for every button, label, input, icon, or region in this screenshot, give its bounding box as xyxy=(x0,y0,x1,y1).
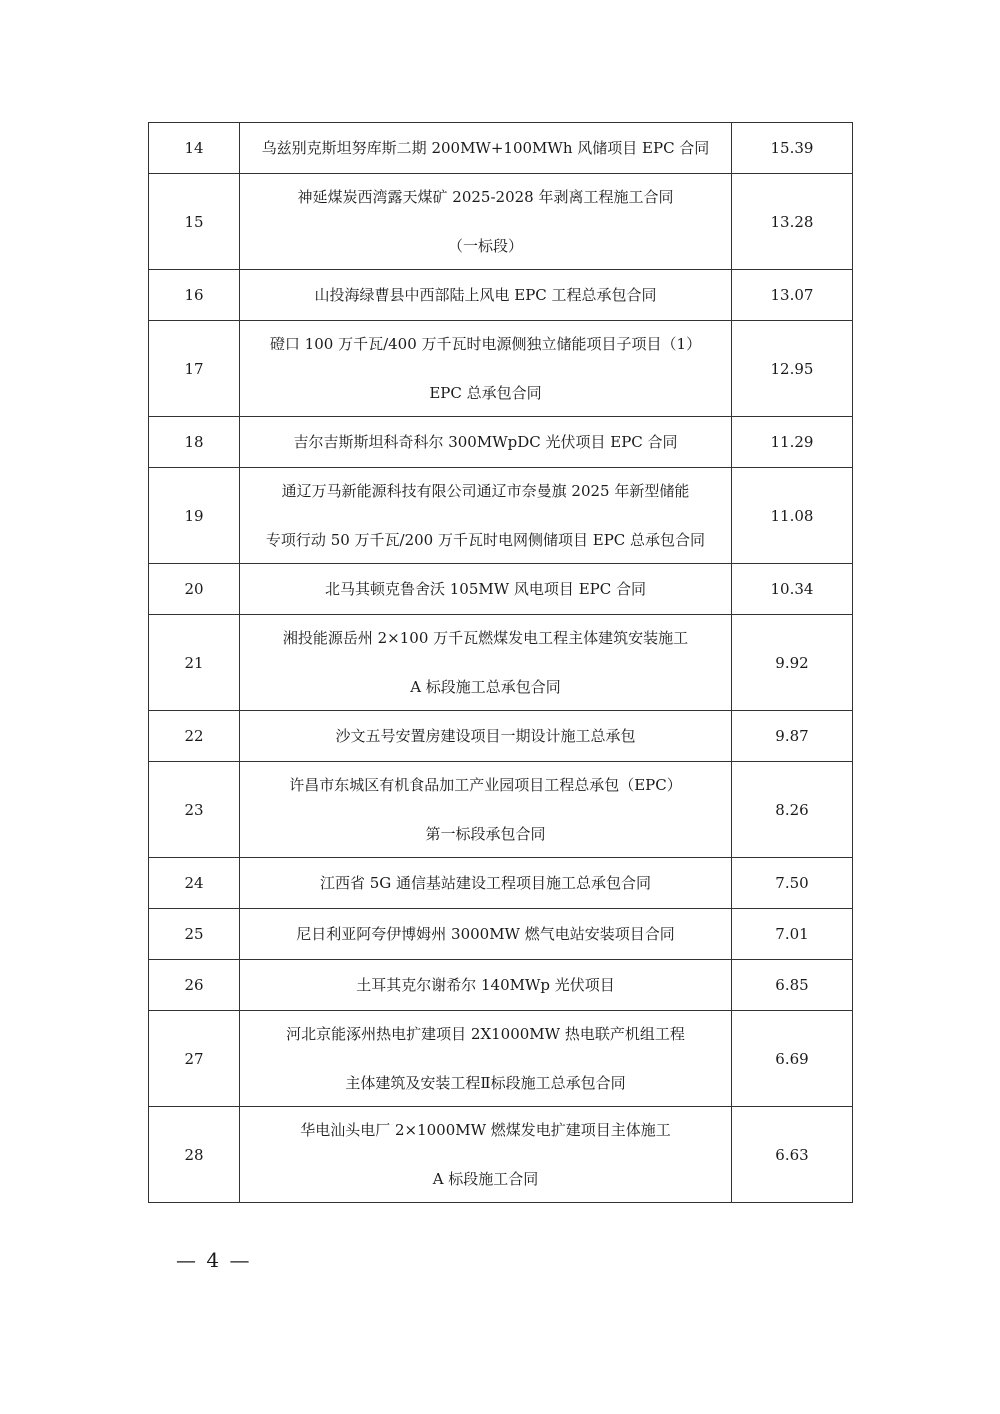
contract-name-cell xyxy=(240,174,732,270)
row-number-cell: 14 xyxy=(149,123,240,174)
table-row xyxy=(149,174,853,270)
contract-name-cell xyxy=(240,909,732,960)
contract-value-cell: 7.01 xyxy=(732,909,853,960)
contract-value-cell: 15.39 xyxy=(732,123,853,174)
contract-name-cell xyxy=(240,615,732,711)
contract-name-cell xyxy=(240,123,732,174)
row-number-cell: 18 xyxy=(149,417,240,468)
contract-name-cell xyxy=(240,858,732,909)
contract-name-line: EPC 总承包合同 xyxy=(429,384,542,402)
contract-value-cell: 13.28 xyxy=(732,174,853,270)
row-number-cell: 19 xyxy=(149,468,240,564)
row-number-cell: 20 xyxy=(149,564,240,615)
contract-value-cell: 9.87 xyxy=(732,711,853,762)
row-number-cell: 16 xyxy=(149,270,240,321)
contract-name-line: 神延煤炭西湾露天煤矿 2025-2028 年剥离工程施工合同 xyxy=(297,188,674,206)
row-number-cell: 23 xyxy=(149,762,240,858)
contract-value-cell: 11.08 xyxy=(732,468,853,564)
row-number-cell: 27 xyxy=(149,1011,240,1107)
contract-name-line: 尼日利亚阿夸伊博姆州 3000MW 燃气电站安装项目合同 xyxy=(296,925,675,943)
contract-name-cell xyxy=(240,1107,732,1203)
contract-name-line: 吉尔吉斯斯坦科奇科尔 300MWpDC 光伏项目 EPC 合同 xyxy=(293,433,678,451)
contract-value-cell: 9.92 xyxy=(732,615,853,711)
contract-name-line: 乌兹别克斯坦努库斯二期 200MW+100MWh 风储项目 EPC 合同 xyxy=(261,139,710,157)
table-row xyxy=(149,762,853,858)
contract-name-line: 沙文五号安置房建设项目一期设计施工总承包 xyxy=(335,727,636,745)
contract-name-cell xyxy=(240,1011,732,1107)
contract-name-line: （一标段） xyxy=(447,237,523,255)
table-row xyxy=(149,270,853,321)
contract-name-cell xyxy=(240,564,732,615)
table-row xyxy=(149,321,853,417)
row-number-cell: 25 xyxy=(149,909,240,960)
contract-name-cell xyxy=(240,762,732,858)
contract-value-cell: 6.85 xyxy=(732,960,853,1011)
contract-name-cell xyxy=(240,468,732,564)
contract-name-line: 华电汕头电厂 2×1000MW 燃煤发电扩建项目主体施工 xyxy=(300,1121,671,1139)
contract-name-line: 许昌市东城区有机食品加工产业园项目工程总承包（EPC） xyxy=(289,776,682,794)
table-row xyxy=(149,468,853,564)
contract-name-line: A 标段施工总承包合同 xyxy=(410,678,561,696)
contract-value-cell: 8.26 xyxy=(732,762,853,858)
table-row xyxy=(149,123,853,174)
table-row xyxy=(149,1107,853,1203)
table-row xyxy=(149,960,853,1011)
contract-name-line: 湘投能源岳州 2×100 万千瓦燃煤发电工程主体建筑安装施工 xyxy=(282,629,689,647)
table-row xyxy=(149,615,853,711)
contract-name-cell xyxy=(240,417,732,468)
row-number-cell: 22 xyxy=(149,711,240,762)
contracts-table xyxy=(148,122,853,1203)
table-row xyxy=(149,909,853,960)
contract-value-cell: 10.34 xyxy=(732,564,853,615)
contracts-table-body xyxy=(149,123,853,1203)
contract-value-cell: 6.69 xyxy=(732,1011,853,1107)
contract-name-cell xyxy=(240,321,732,417)
contract-name-cell xyxy=(240,711,732,762)
row-number-cell: 15 xyxy=(149,174,240,270)
contract-name-line: 主体建筑及安装工程Ⅱ标段施工总承包合同 xyxy=(345,1074,626,1092)
row-number-cell: 21 xyxy=(149,615,240,711)
contract-value-cell: 11.29 xyxy=(732,417,853,468)
contract-name-line: 江西省 5G 通信基站建设工程项目施工总承包合同 xyxy=(319,874,652,892)
row-number-cell: 28 xyxy=(149,1107,240,1203)
row-number-cell: 17 xyxy=(149,321,240,417)
contract-value-cell: 6.63 xyxy=(732,1107,853,1203)
contract-name-line: 专项行动 50 万千瓦/200 万千瓦时电网侧储项目 EPC 总承包合同 xyxy=(265,531,706,549)
contract-value-cell: 12.95 xyxy=(732,321,853,417)
table-row xyxy=(149,564,853,615)
contract-name-cell xyxy=(240,960,732,1011)
row-number-cell: 26 xyxy=(149,960,240,1011)
contract-name-line: 土耳其克尔谢希尔 140MWp 光伏项目 xyxy=(356,976,615,994)
contract-name-line: 山投海绿曹县中西部陆上风电 EPC 工程总承包合同 xyxy=(314,286,657,304)
row-number-cell: 24 xyxy=(149,858,240,909)
contract-name-line: 北马其顿克鲁舍沃 105MW 风电项目 EPC 合同 xyxy=(324,580,646,598)
contract-name-line: 磴口 100 万千瓦/400 万千瓦时电源侧独立储能项目子项目（1） xyxy=(269,335,702,353)
table-row xyxy=(149,711,853,762)
contract-name-line: A 标段施工合同 xyxy=(432,1170,539,1188)
contract-name-line: 河北京能涿州热电扩建项目 2X1000MW 热电联产机组工程 xyxy=(286,1025,685,1043)
page-number: — 4 — xyxy=(176,1248,252,1272)
table-row xyxy=(149,417,853,468)
contract-name-cell xyxy=(240,270,732,321)
table-row xyxy=(149,1011,853,1107)
contract-value-cell: 7.50 xyxy=(732,858,853,909)
contract-name-line: 通辽万马新能源科技有限公司通辽市奈曼旗 2025 年新型储能 xyxy=(281,482,690,500)
contract-value-cell: 13.07 xyxy=(732,270,853,321)
table-row xyxy=(149,858,853,909)
contract-name-line: 第一标段承包合同 xyxy=(425,825,546,843)
